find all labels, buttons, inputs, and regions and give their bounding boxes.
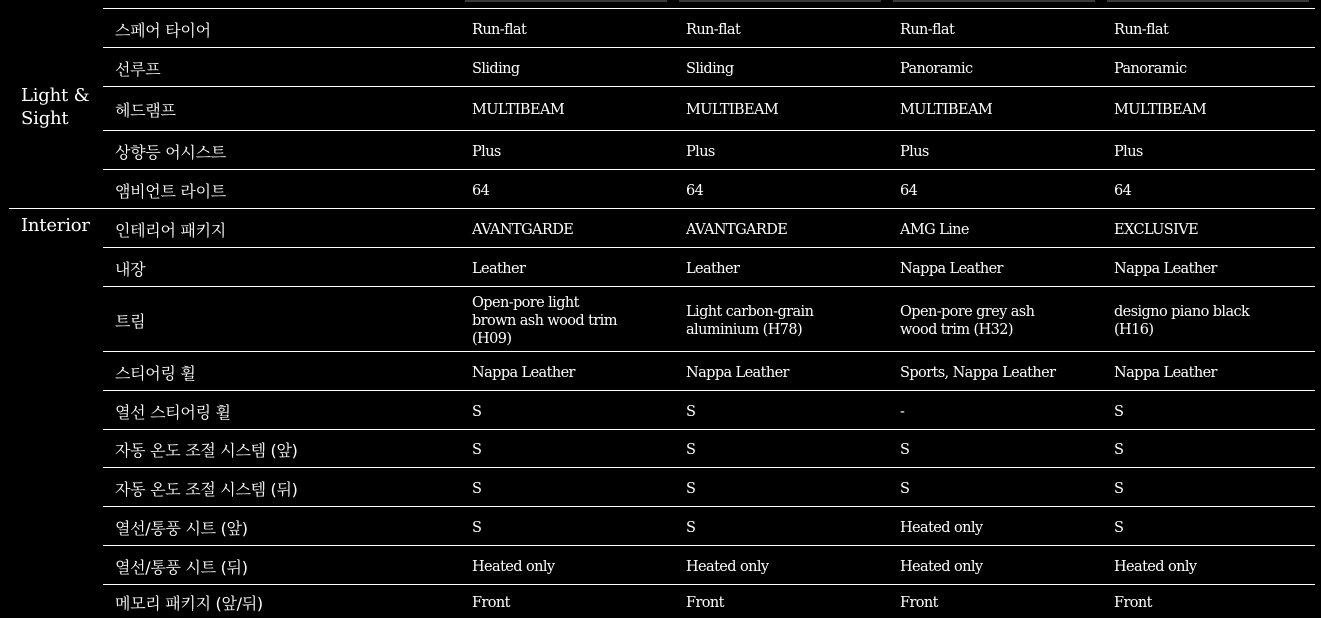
spec-value-cell: Heated only [686,558,769,575]
spec-value-cell: Leather [472,260,526,277]
spec-row-label: 앰비언트 라이트 [115,181,226,201]
spec-value-cell: S [900,442,910,458]
spec-row-label: 열선 스티어링 휠 [115,402,231,422]
spec-value-cell: Front [472,595,510,611]
spec-value-cell: AMG Line [900,221,969,238]
spec-row [103,467,1315,506]
spec-value-cell: S [1114,442,1124,458]
section-title: Interior [21,215,90,236]
spec-row-label: 상향등 어시스트 [115,142,226,162]
spec-value-cell: designo piano black (H16) [1114,303,1250,338]
spec-value-cell: EXCLUSIVE [1114,221,1199,238]
spec-value-cell: MULTIBEAM [472,102,565,118]
spec-row [103,545,1315,584]
spec-value-cell: 64 [1114,182,1132,199]
spec-row-label: 트림 [115,311,146,331]
spec-value-cell: Run-flat [686,21,741,38]
spec-value-cell: MULTIBEAM [686,102,779,118]
spec-value-cell: Plus [1114,143,1143,160]
spec-value-cell: S [1114,519,1124,536]
spec-value-cell: Panoramic [900,60,973,77]
spec-value-cell: S [686,403,696,420]
section-title: Sight [21,108,69,129]
spec-value-cell: Nappa Leather [1114,260,1217,277]
spec-value-cell: Run-flat [1114,21,1169,38]
section-title: Light & [21,85,90,106]
column-header-bar [1107,0,1309,2]
spec-value-cell: Run-flat [900,21,955,38]
spec-value-cell: Nappa Leather [686,364,789,381]
spec-value-cell: S [686,442,696,458]
spec-row-label: 메모리 패키지 (앞/뒤) [115,594,263,613]
spec-row [103,86,1315,130]
spec-row-label: 선루프 [115,59,161,79]
spec-value-cell: Heated only [900,519,983,536]
spec-value-cell: Nappa Leather [900,260,1003,277]
spec-row [103,506,1315,545]
spec-value-cell: Heated only [472,558,555,575]
spec-value-cell: S [900,480,910,497]
spec-value-cell: Leather [686,260,740,277]
spec-value-cell: S [472,442,482,458]
spec-value-cell: 64 [900,182,918,199]
spec-row [103,208,1315,247]
spec-value-cell: Nappa Leather [472,364,575,381]
spec-value-cell: S [1114,480,1124,497]
spec-row [103,47,1315,86]
spec-value-cell: S [472,519,482,536]
spec-value-cell: MULTIBEAM [1114,102,1207,118]
spec-value-cell: 64 [686,182,704,199]
spec-row-label: 열선/통풍 시트 (뒤) [115,557,248,577]
spec-value-cell: Front [686,595,724,611]
spec-value-cell: Light carbon-grain aluminium (H78) [686,303,814,338]
spec-value-cell: S [686,480,696,497]
spec-row [103,8,1315,47]
spec-value-cell: Front [1114,595,1152,611]
spec-value-cell: Sliding [472,60,520,77]
spec-row [103,247,1315,286]
spec-row [103,351,1315,390]
spec-row-label: 내장 [115,259,146,279]
spec-value-cell: MULTIBEAM [900,102,993,118]
spec-row [103,169,1315,208]
spec-value-cell: 64 [472,182,490,199]
spec-value-cell: S [686,519,696,536]
spec-value-cell: Run-flat [472,21,527,38]
spec-value-cell: Sliding [686,60,734,77]
spec-row-label: 스페어 타이어 [115,20,211,40]
spec-row-label: 헤드램프 [115,101,176,120]
spec-value-cell: S [472,480,482,497]
spec-value-cell: Nappa Leather [1114,364,1217,381]
spec-value-cell: Front [900,595,938,611]
spec-row [103,390,1315,429]
spec-value-cell: Heated only [900,558,983,575]
spec-value-cell: S [472,403,482,420]
column-header-bar [465,0,667,2]
spec-row [103,584,1315,618]
spec-row-label: 열선/통풍 시트 (앞) [115,518,248,538]
spec-value-cell: Plus [686,143,715,160]
spec-value-cell: Plus [472,143,501,160]
column-header-bar [679,0,881,2]
spec-row-label: 스티어링 휠 [115,363,196,383]
spec-value-cell: Plus [900,143,929,160]
spec-value-cell: Open-pore light brown ash wood trim (H09) [472,294,617,347]
spec-row [103,286,1315,351]
spec-value-cell: Heated only [1114,558,1197,575]
spec-row [103,130,1315,169]
spec-value-cell: AVANTGARDE [686,221,788,238]
spec-value-cell: S [1114,403,1124,420]
spec-row [103,429,1315,467]
spec-row-label: 자동 온도 조절 시스템 (앞) [115,441,298,460]
spec-value-cell: Sports, Nappa Leather [900,364,1056,381]
spec-value-cell: - [900,403,905,420]
spec-value-cell: Open-pore grey ash wood trim (H32) [900,303,1035,338]
spec-value-cell: AVANTGARDE [472,221,574,238]
section-divider [9,208,103,209]
column-header-bar [893,0,1095,2]
spec-row-label: 자동 온도 조절 시스템 (뒤) [115,479,298,499]
spec-value-cell: Panoramic [1114,60,1187,77]
spec-row-label: 인테리어 패키지 [115,220,226,240]
